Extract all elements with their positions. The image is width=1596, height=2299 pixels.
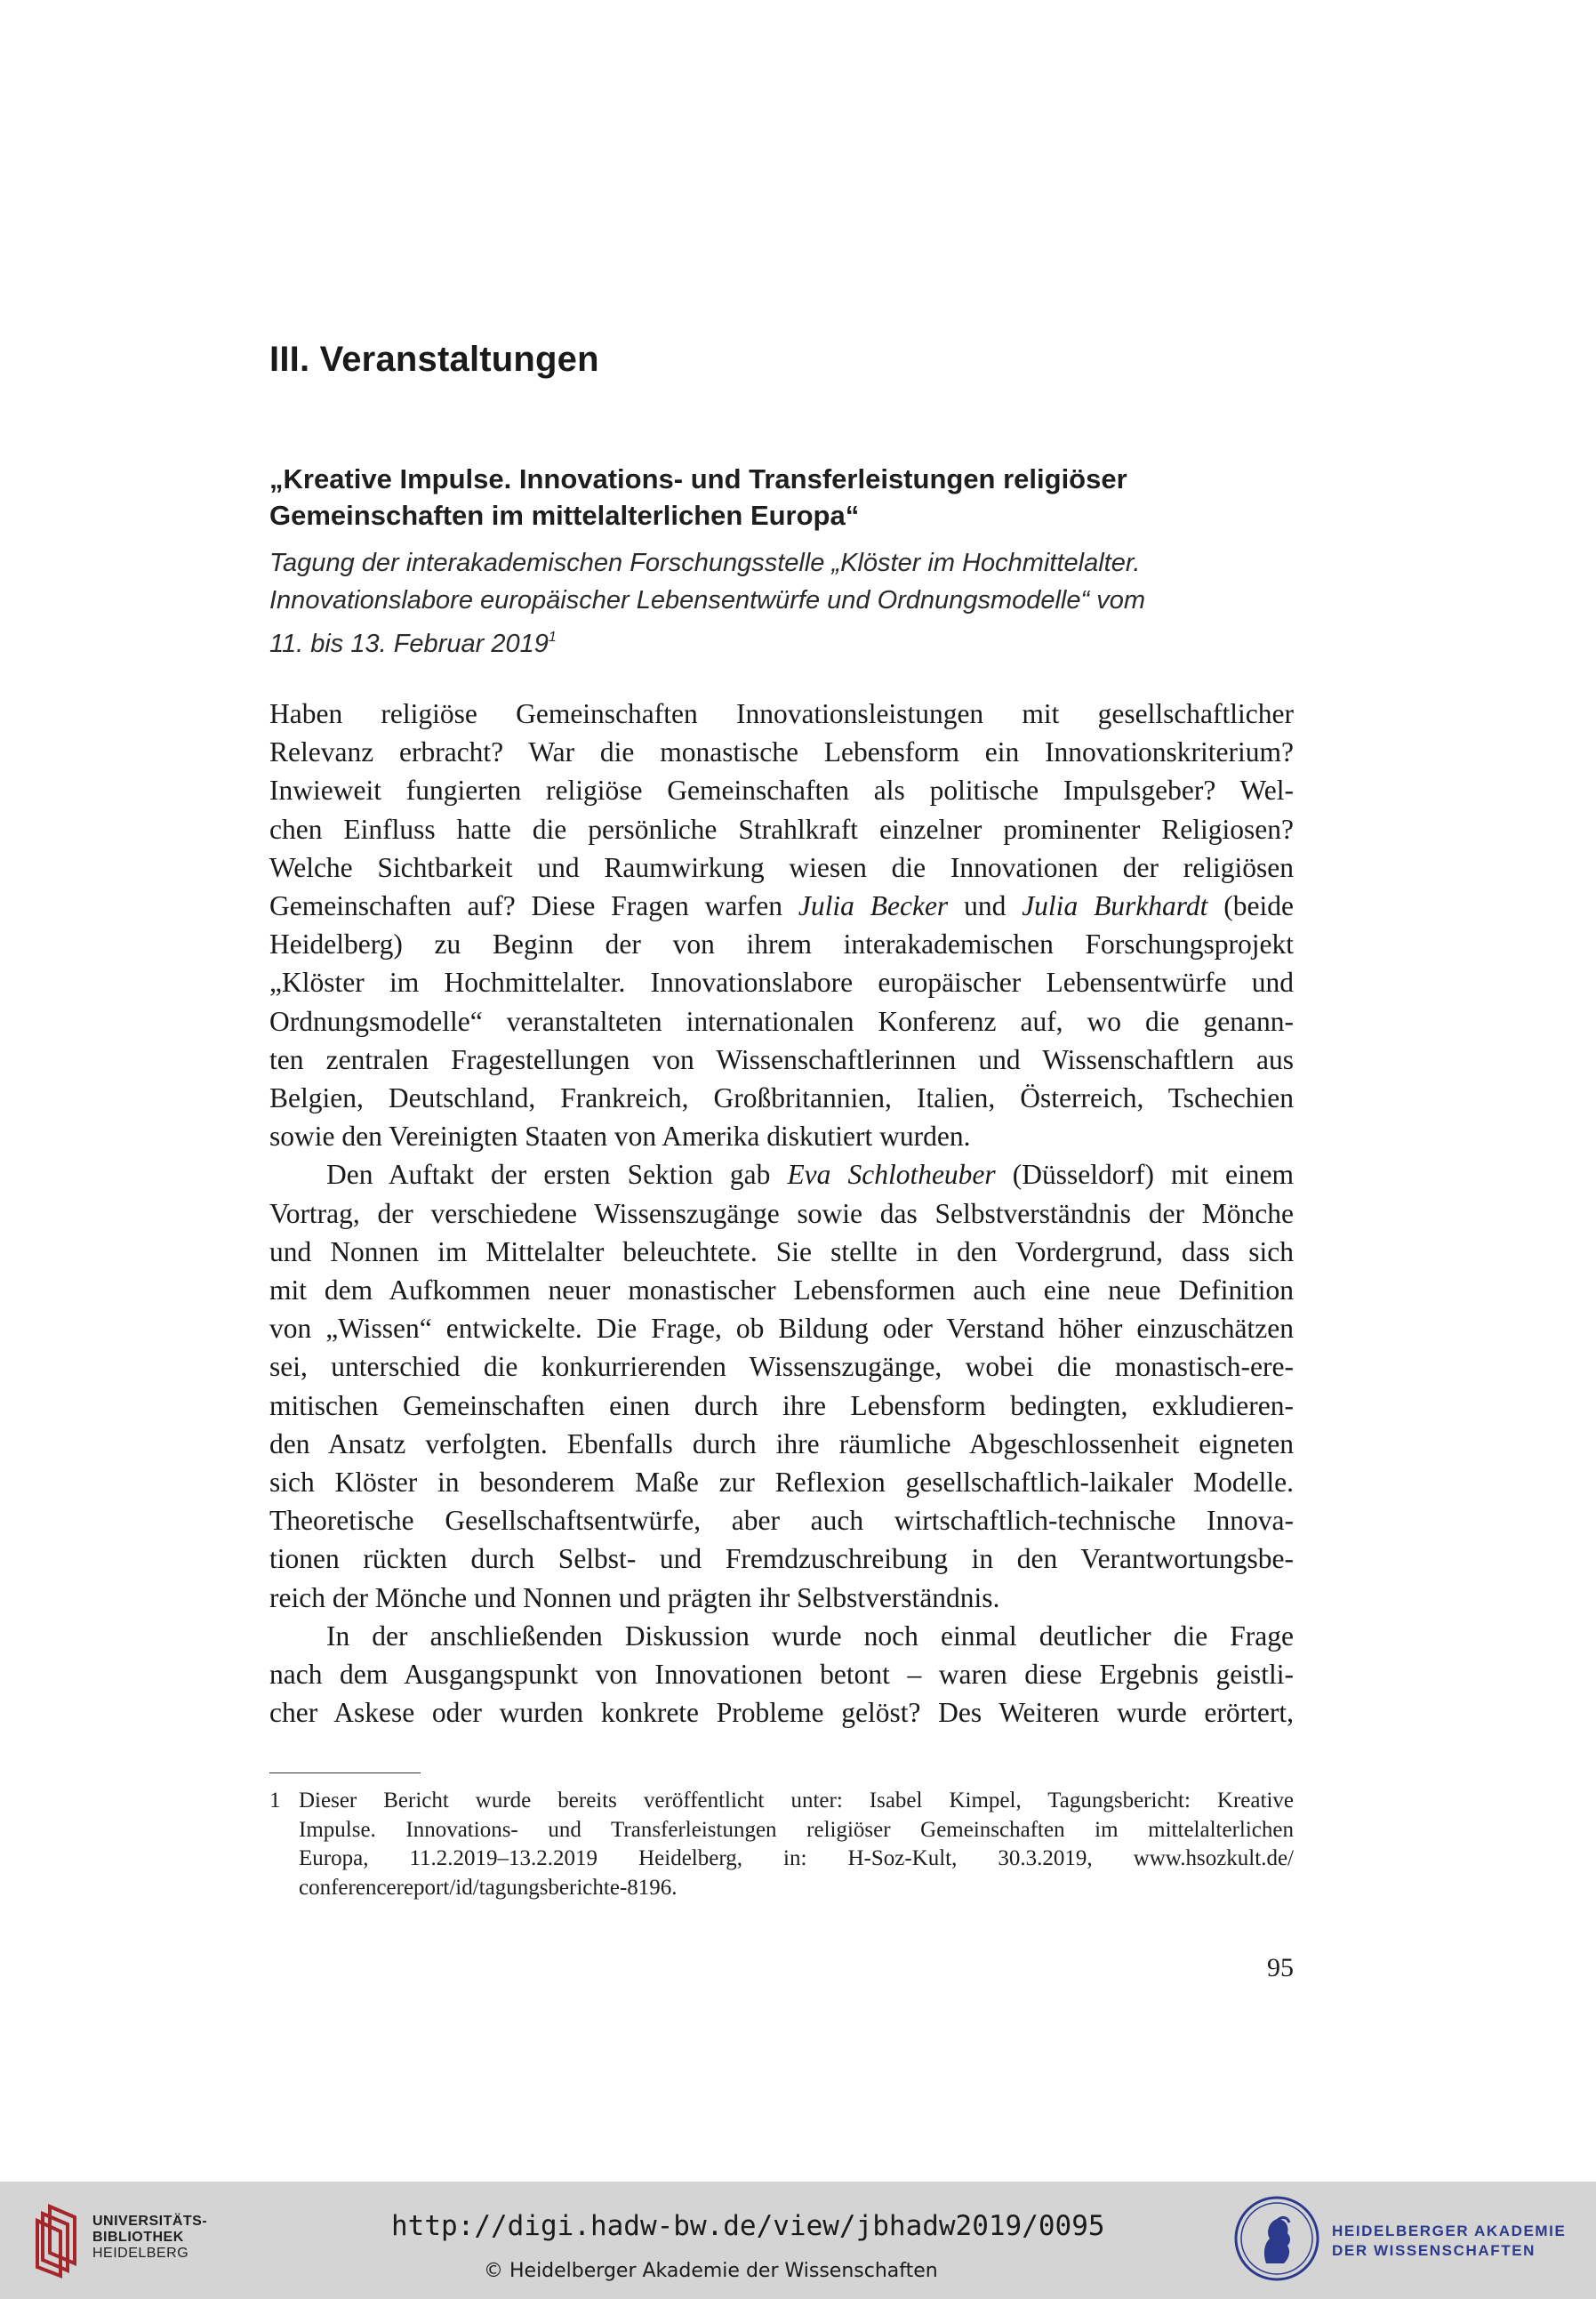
section-title-line: „Kreative Impulse. Innovations- und Transferleistungen religiöser xyxy=(269,463,1127,494)
academy-seal-icon[interactable] xyxy=(1232,2194,1321,2283)
person-name: Julia Burkhardt xyxy=(1022,890,1208,922)
person-name: Eva Schlotheuber xyxy=(787,1159,996,1191)
text-run: (Düsseldorf) mit einem xyxy=(995,1159,1294,1191)
text-line: In der anschließenden Diskussion wurde noch einmal deutlicher die Frage xyxy=(326,1620,1294,1652)
text-line: Welche Sichtbarkeit und Raumwirkung wiesen die Innovationen der religiösen xyxy=(269,851,1294,883)
text-line: cher Askese oder wurden konkrete Probleme gelöst? Des Weiteren wurde erörtert, xyxy=(269,1697,1294,1729)
text-line: Haben religiöse Gemeinschaften Innovationsleistungen mit gesellschaftlicher xyxy=(269,698,1294,729)
text-line: Heidelberg) zu Beginn der von ihrem interakademischen Forschungsprojekt xyxy=(269,928,1294,961)
subtitle-line xyxy=(269,619,1294,663)
text-run: Gemeinschaften auf? Diese Fragen warfen xyxy=(269,890,798,922)
permalink-url[interactable]: http://digi.hadw-bw.de/view/jbhadw2019/0095 xyxy=(391,2210,1105,2242)
body-text xyxy=(269,695,1294,1732)
text-line: sich Klöster in besonderem Maße zur Reflexion gesellschaftlich-laikaler Modelle. xyxy=(269,1467,1294,1499)
subtitle-line: Tagung der interakademischen Forschungsstelle „Klöster im Hochmittelalter. xyxy=(269,549,1141,577)
ub-line: UNIVERSITÄTS- xyxy=(92,2214,208,2229)
text-line: Theoretische Gesellschaftsentwürfe, aber auch wirtschaftlich-technische Innova- xyxy=(269,1505,1294,1537)
university-library-logo-icon[interactable] xyxy=(34,2199,87,2279)
university-library-name xyxy=(92,2214,207,2262)
footnote-line: Impulse. Innovations- und Transferleistungen religiöser Gemeinschaften im mittelalterlichen xyxy=(299,1817,1294,1842)
footnote-body xyxy=(299,1787,1294,1902)
ub-line: BIBLIOTHEK xyxy=(92,2230,184,2245)
academy-line: HEIDELBERGER AKADEMIE xyxy=(1332,2223,1567,2239)
footnote xyxy=(269,1787,1294,1902)
academy-line: DER WISSENSCHAFTEN xyxy=(1332,2242,1536,2259)
text-run: Den Auftakt der ersten Sektion gab xyxy=(326,1159,788,1191)
text-line: Relevanz erbracht? War die monastische Lebensform ein Innovationskriterium? xyxy=(269,736,1294,768)
section-subtitle xyxy=(269,544,1294,663)
text-line: mit dem Aufkommen neuer monastischer Lebensformen auch eine neue Definition xyxy=(269,1274,1294,1306)
footnote-line: conferencereport/id/tagungsberichte-8196. xyxy=(299,1875,678,1900)
text-line: reich der Mönche und Nonnen und prägten ihr Selbstverständnis. xyxy=(269,1581,1000,1613)
subtitle-date: 11. bis 13. Februar 2019 xyxy=(269,630,549,658)
section-title xyxy=(269,461,1294,534)
text-line: „Klöster im Hochmittelalter. Innovationslabore europäischer Lebensentwürfe und xyxy=(269,967,1294,999)
text-line: ten zentralen Fragestellungen von Wissenschaftlerinnen und Wissenschaftlern aus xyxy=(269,1043,1294,1075)
footnote-divider xyxy=(269,1772,421,1773)
text-line: sowie den Vereinigten Staaten von Amerika diskutiert wurden. xyxy=(269,1121,971,1153)
text-line: Vortrag, der verschiedene Wissenszugänge sowie das Selbstverständnis der Mönche xyxy=(269,1197,1294,1229)
footnote-number: 1 xyxy=(269,1789,281,1813)
person-name: Julia Becker xyxy=(798,890,949,922)
chapter-title: III. Veranstaltungen xyxy=(269,340,599,379)
text-run: und xyxy=(948,890,1023,922)
section-title-line: Gemeinschaften im mittelalterlichen Europa“ xyxy=(269,500,860,531)
text-line xyxy=(269,887,1294,925)
text-line: tionen rückten durch Selbst- und Fremdzuschreibung in den Verantwortungsbe- xyxy=(269,1543,1294,1575)
text-line: und Nonnen im Mittelalter beleuchtete. Sie stellte in den Vordergrund, dass sich xyxy=(269,1235,1294,1267)
text-line: Belgien, Deutschland, Frankreich, Großbritannien, Italien, Österreich, Tschechien xyxy=(269,1082,1294,1114)
footer-banner xyxy=(0,2182,1596,2299)
text-line: mitischen Gemeinschaften einen durch ihre Lebensform bedingten, exkludieren- xyxy=(269,1389,1294,1421)
text-line: von „Wissen“ entwickelte. Die Frage, ob Bildung oder Verstand höher einzuschätzen xyxy=(269,1313,1294,1345)
text-line xyxy=(269,1155,1294,1194)
footnote-line: Europa, 11.2.2019–13.2.2019 Heidelberg, in: H-Soz-Kult, 30.3.2019, www.hsozkult.de/ xyxy=(299,1846,1294,1870)
footnote-marker[interactable]: 1 xyxy=(548,630,557,645)
subtitle-line: Innovationslabore europäischer Lebensentwürfe und Ordnungsmodelle“ vom xyxy=(269,586,1145,615)
text-line: sei, unterschied die konkurrierenden Wissenszugänge, wobei die monastisch-ere- xyxy=(269,1351,1294,1383)
copyright-notice: © Heidelberger Akademie der Wissenschaften xyxy=(484,2260,938,2282)
footnote-line: Dieser Bericht wurde bereits veröffentlicht unter: Isabel Kimpel, Tagungsbericht: Kreative xyxy=(299,1789,1294,1813)
text-line: den Ansatz verfolgten. Ebenfalls durch ihre räumliche Abgeschlossenheit eigneten xyxy=(269,1427,1294,1459)
ub-line: HEIDELBERG xyxy=(92,2246,189,2261)
text-line: Ordnungsmodelle“ veranstalteten internationalen Konferenz auf, wo die genann- xyxy=(269,1005,1294,1037)
text-line: Inwieweit fungierten religiöse Gemeinschaften als politische Impulsgeber? Wel- xyxy=(269,775,1294,807)
text-line: nach dem Ausgangspunkt von Innovationen betont – waren diese Ergebnis geistli- xyxy=(269,1659,1294,1691)
text-line: chen Einfluss hatte die persönliche Strahlkraft einzelner prominenter Religiosen? xyxy=(269,813,1294,845)
academy-name xyxy=(1332,2222,1566,2261)
text-run: (beide xyxy=(1207,890,1294,922)
page-number: 95 xyxy=(1267,1953,1294,1982)
